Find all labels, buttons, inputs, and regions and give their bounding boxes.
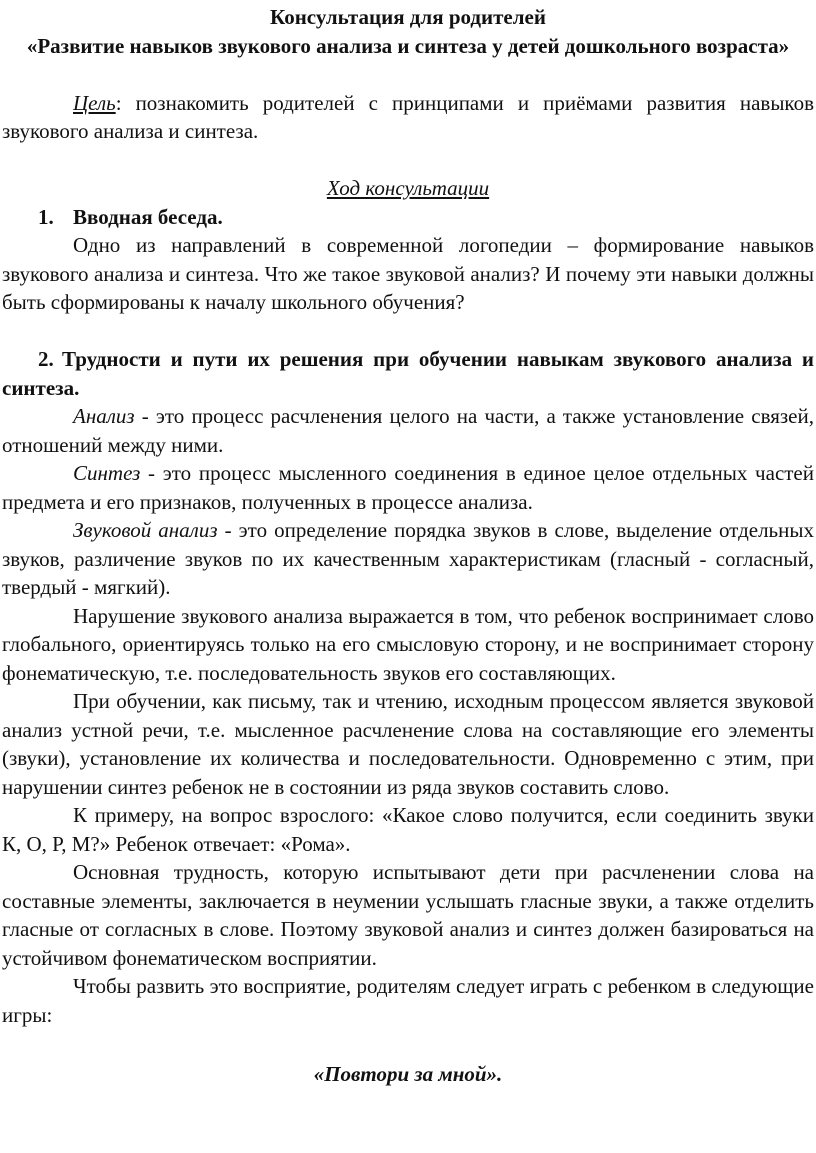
goal-paragraph (2, 89, 814, 146)
document-page (2, 0, 814, 1088)
section2-title: Трудности и пути их решения при обучении навыкам звукового анализа и синтеза. (2, 347, 814, 400)
section1-paragraph: Одно из направлений в современной логопедии – формирование навыков звукового анализа и синтеза. Что же такое звуковой анализ? И почему эти навыки должны быть сформированы к началу школьного обучения? (2, 233, 814, 314)
spacer (2, 60, 814, 89)
section1-number: 1. (38, 204, 54, 229)
course-heading: Ход консультации (326, 176, 490, 200)
definition-synthesis (2, 459, 814, 516)
definition-analysis (2, 402, 814, 459)
document-title-line2: «Развитие навыков звукового анализа и синтеза у детей дошкольного возраста» (26, 33, 790, 58)
term-sound-analysis: Звуковой анализ (73, 518, 218, 542)
section2-number: 2. (38, 347, 54, 371)
game-title: «Повтори за мной». (313, 1061, 503, 1086)
document-title-line1: Консультация для родителей (270, 5, 546, 29)
paragraph-learning: При обучении, как письму, так и чтению, исходным процессом является звуковой анализ устной речи, т.е. мысленное расчленение слова на составляющие его элементы (звуки), установление их количества и последовательности. Одновременно с этим, при нарушении синтез ребенок не в состоянии из ряда звуков составить слово. (2, 689, 814, 799)
paragraph-example: К примеру, на вопрос взрослого: «Какое слово получится, если соединить звуки К, О, Р, М?» Ребенок отвечает: «Рома». (2, 803, 814, 856)
spacer (2, 146, 814, 175)
goal-label: Цель (73, 90, 116, 115)
spacer (2, 317, 814, 346)
term-analysis: Анализ (73, 404, 135, 428)
definition-sound-analysis-text: - это определение порядка звуков в слове, выделение отдельных звуков, различение звуков по их качественным характеристикам (гласный - согласный, твердый - мягкий). (2, 518, 814, 599)
spacer (2, 1029, 814, 1058)
term-synthesis: Синтез (73, 461, 141, 485)
definition-analysis-text: - это процесс расчленения целого на части, а также установление связей, отношений между ними. (2, 404, 814, 457)
definition-synthesis-text: - это процесс мысленного соединения в единое целое отдельных частей предмета и его признаков, полученных в процессе анализа. (2, 461, 814, 514)
section2-heading (2, 345, 814, 402)
paragraph-games-intro: Чтобы развить это восприятие, родителям следует играть с ребенком в следующие игры: (2, 974, 814, 1027)
paragraph-difficulty: Основная трудность, которую испытывают дети при расчленении слова на составные элементы, заключается в неумении услышать гласные звуки, а также отделить гласные от согласных в слове. Поэтому звуковой анализ и синтез должен базироваться на устойчивом фонематическом восприятии. (2, 860, 814, 970)
definition-sound-analysis (2, 516, 814, 602)
section1-title: Вводная беседа. (73, 204, 223, 229)
goal-text: : познакомить родителей с принципами и приёмами развития навыков звукового анализа и синтеза. (2, 90, 814, 143)
paragraph-violation: Нарушение звукового анализа выражается в том, что ребенок воспринимает слово глобального, ориентируясь только на его смысловую сторону, и не воспринимает сторону фонематическую, т.е. последовательность звуков его составляющих. (2, 603, 814, 685)
section1-heading (2, 203, 814, 232)
